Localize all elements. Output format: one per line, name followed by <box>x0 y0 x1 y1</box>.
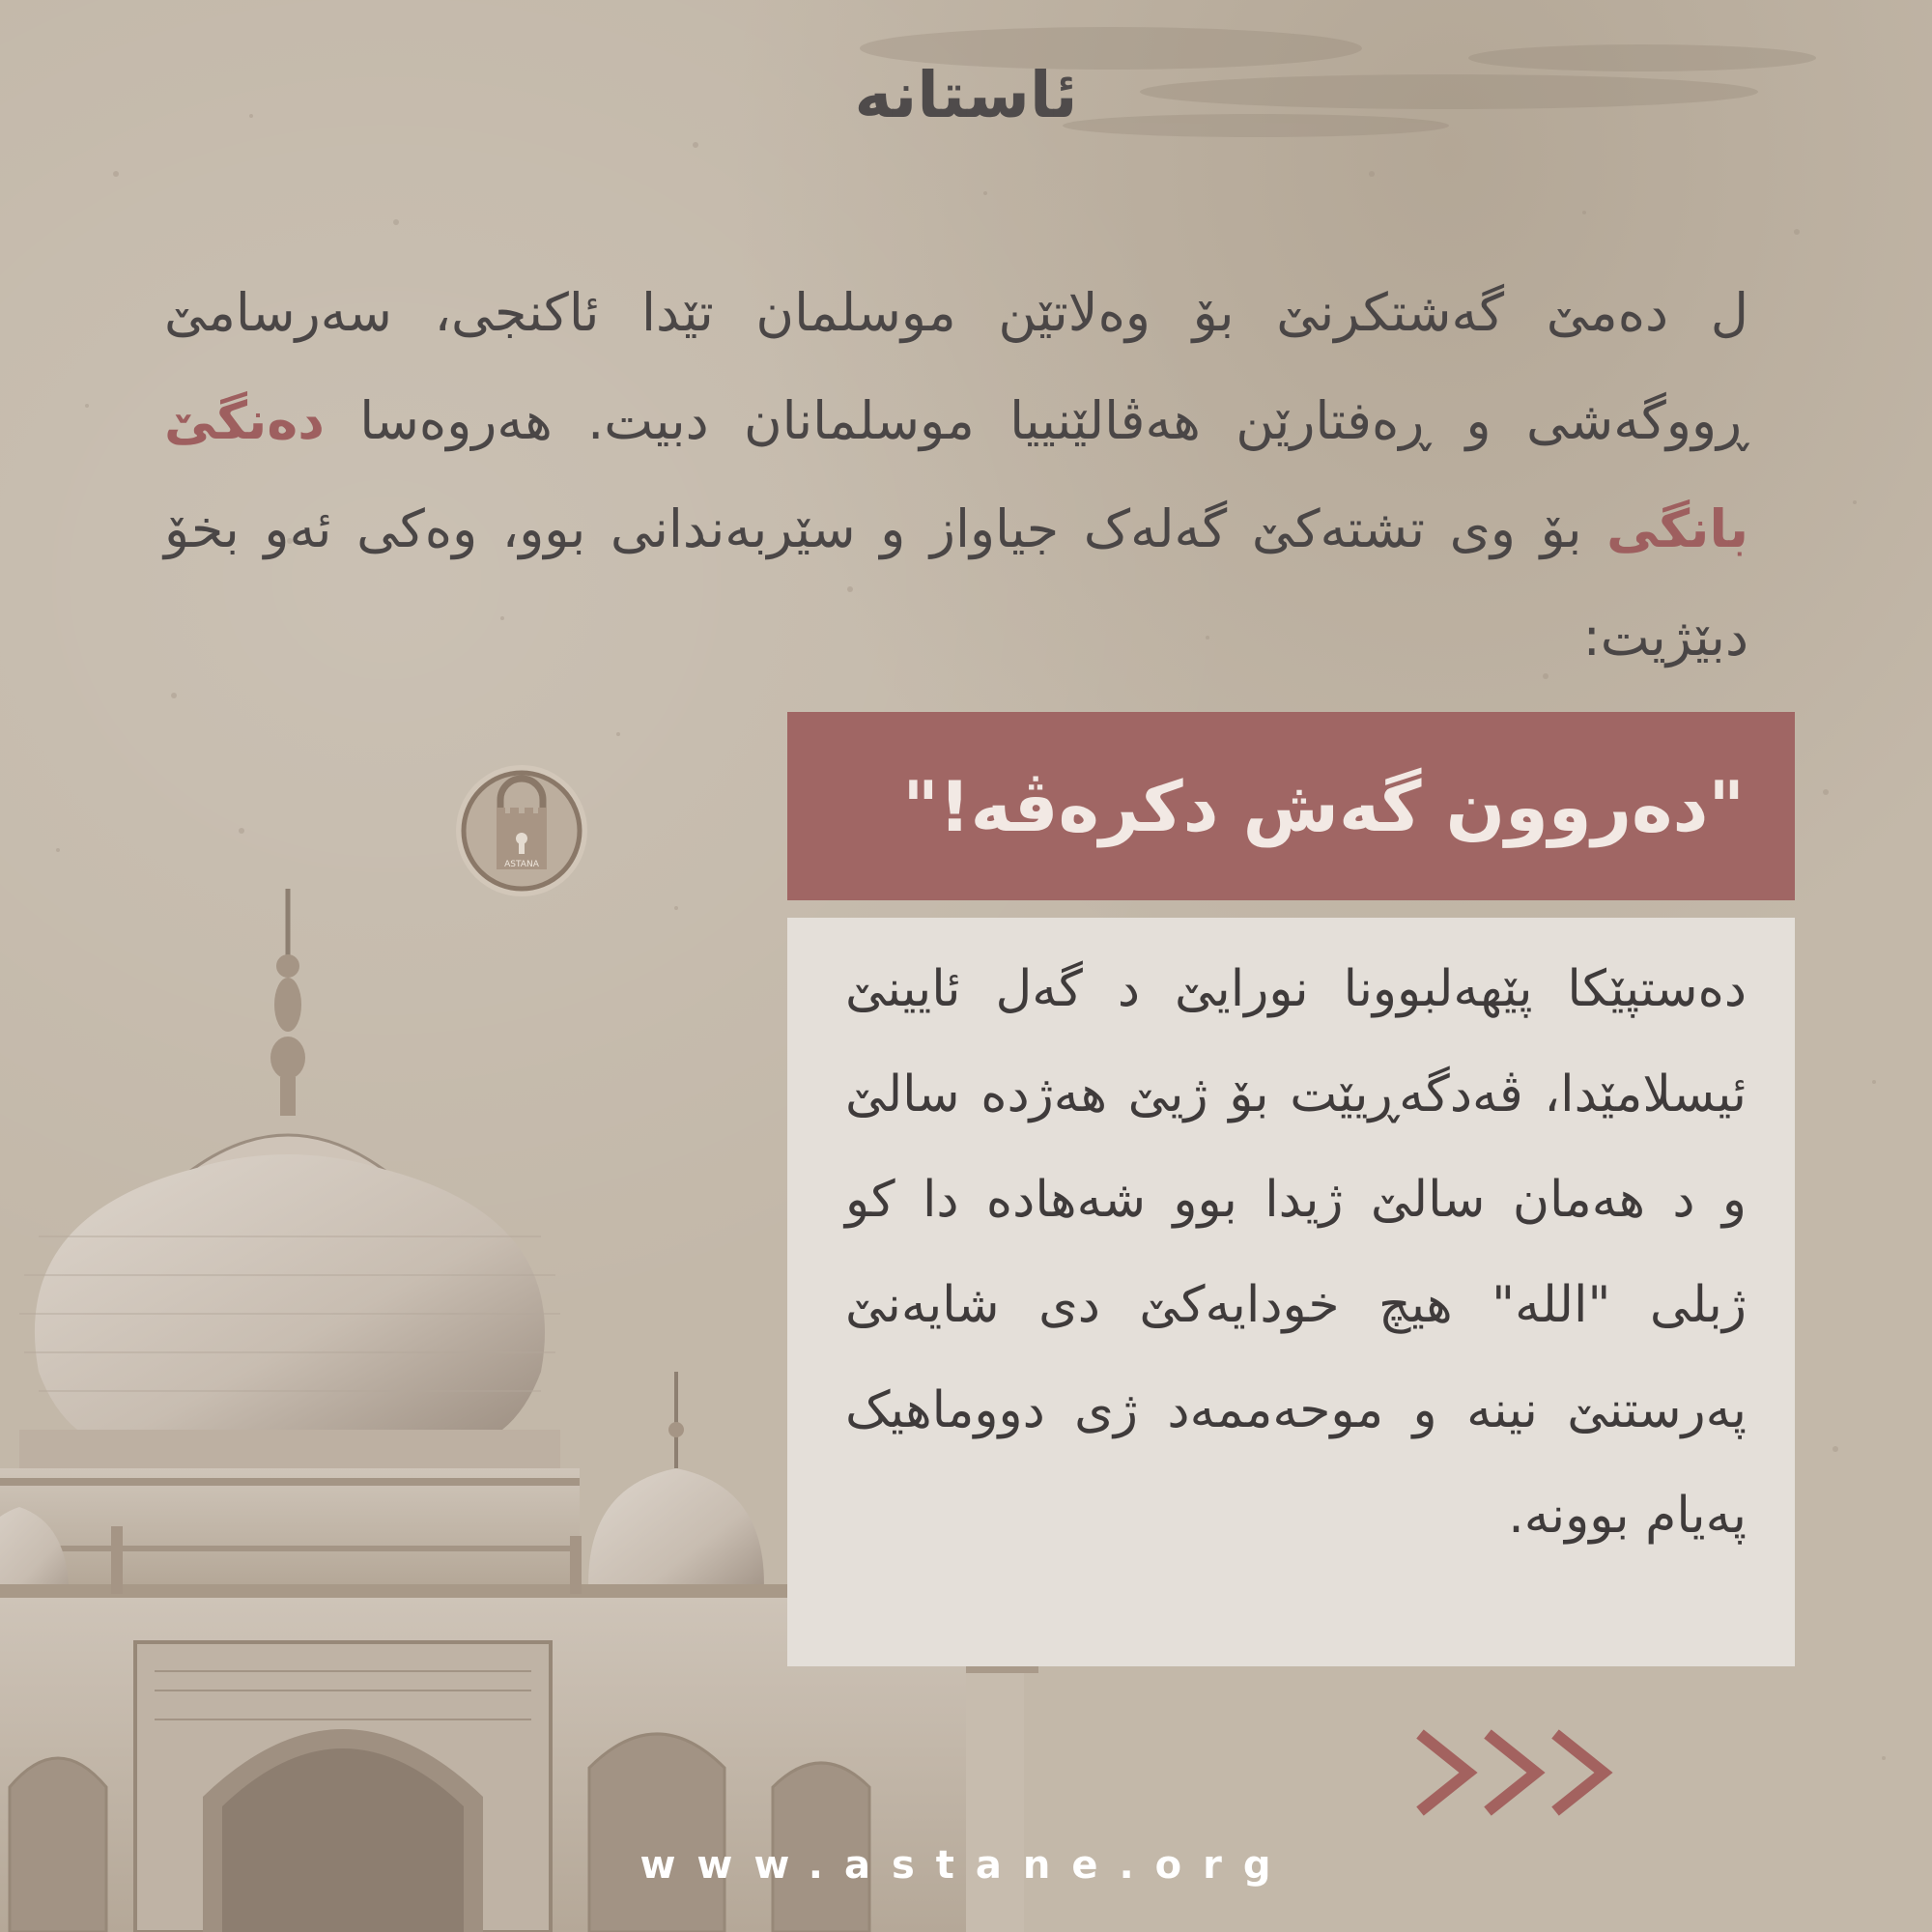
logo-label: ASTANA <box>504 860 539 869</box>
quote-text: "دەروون گەش دکرەڤە!" <box>902 765 1745 847</box>
chevron-triple-icon[interactable] <box>1410 1724 1623 1821</box>
intro-highlight: دەنگێ بانگی <box>164 390 1748 559</box>
intro-text-after: بۆ وی تشتەکێ گەلەک جیاواز و سێربەندانی بوو، وەکی ئەو بخۆ دبێژیت: <box>164 498 1748 668</box>
footer-url[interactable]: www.astane.org <box>639 1843 1293 1888</box>
content-box <box>787 918 1795 1666</box>
intro-text-before: ل دەمێ گەشتکرنێ بۆ وەلاتێن موسلمان تێدا ئاکنجی، سەرسامێ ڕووگەشی و ڕەفتارێن هەڤالێنییا موسلمانان دبیت. هەروەسا <box>164 282 1748 451</box>
quote-banner <box>787 712 1795 900</box>
page-title: ئاستانه <box>854 58 1078 132</box>
intro-paragraph <box>164 259 1748 692</box>
content-paragraph: دەستپێکا پێهەلبوونا نورایێ د گەل ئایینێ ئیسلامێدا، ڤەدگەڕیێت بۆ ژیێ هەژدە سالێ و د هەمان سالێ ژیدا بوو شەهادە دا کو ژبلی "الله" هیچ خودایەکێ دی شایەنێ پەرستنێ نینە و موحەممەد ژی دووماهیک پەیام بوونە. <box>845 960 1747 1545</box>
